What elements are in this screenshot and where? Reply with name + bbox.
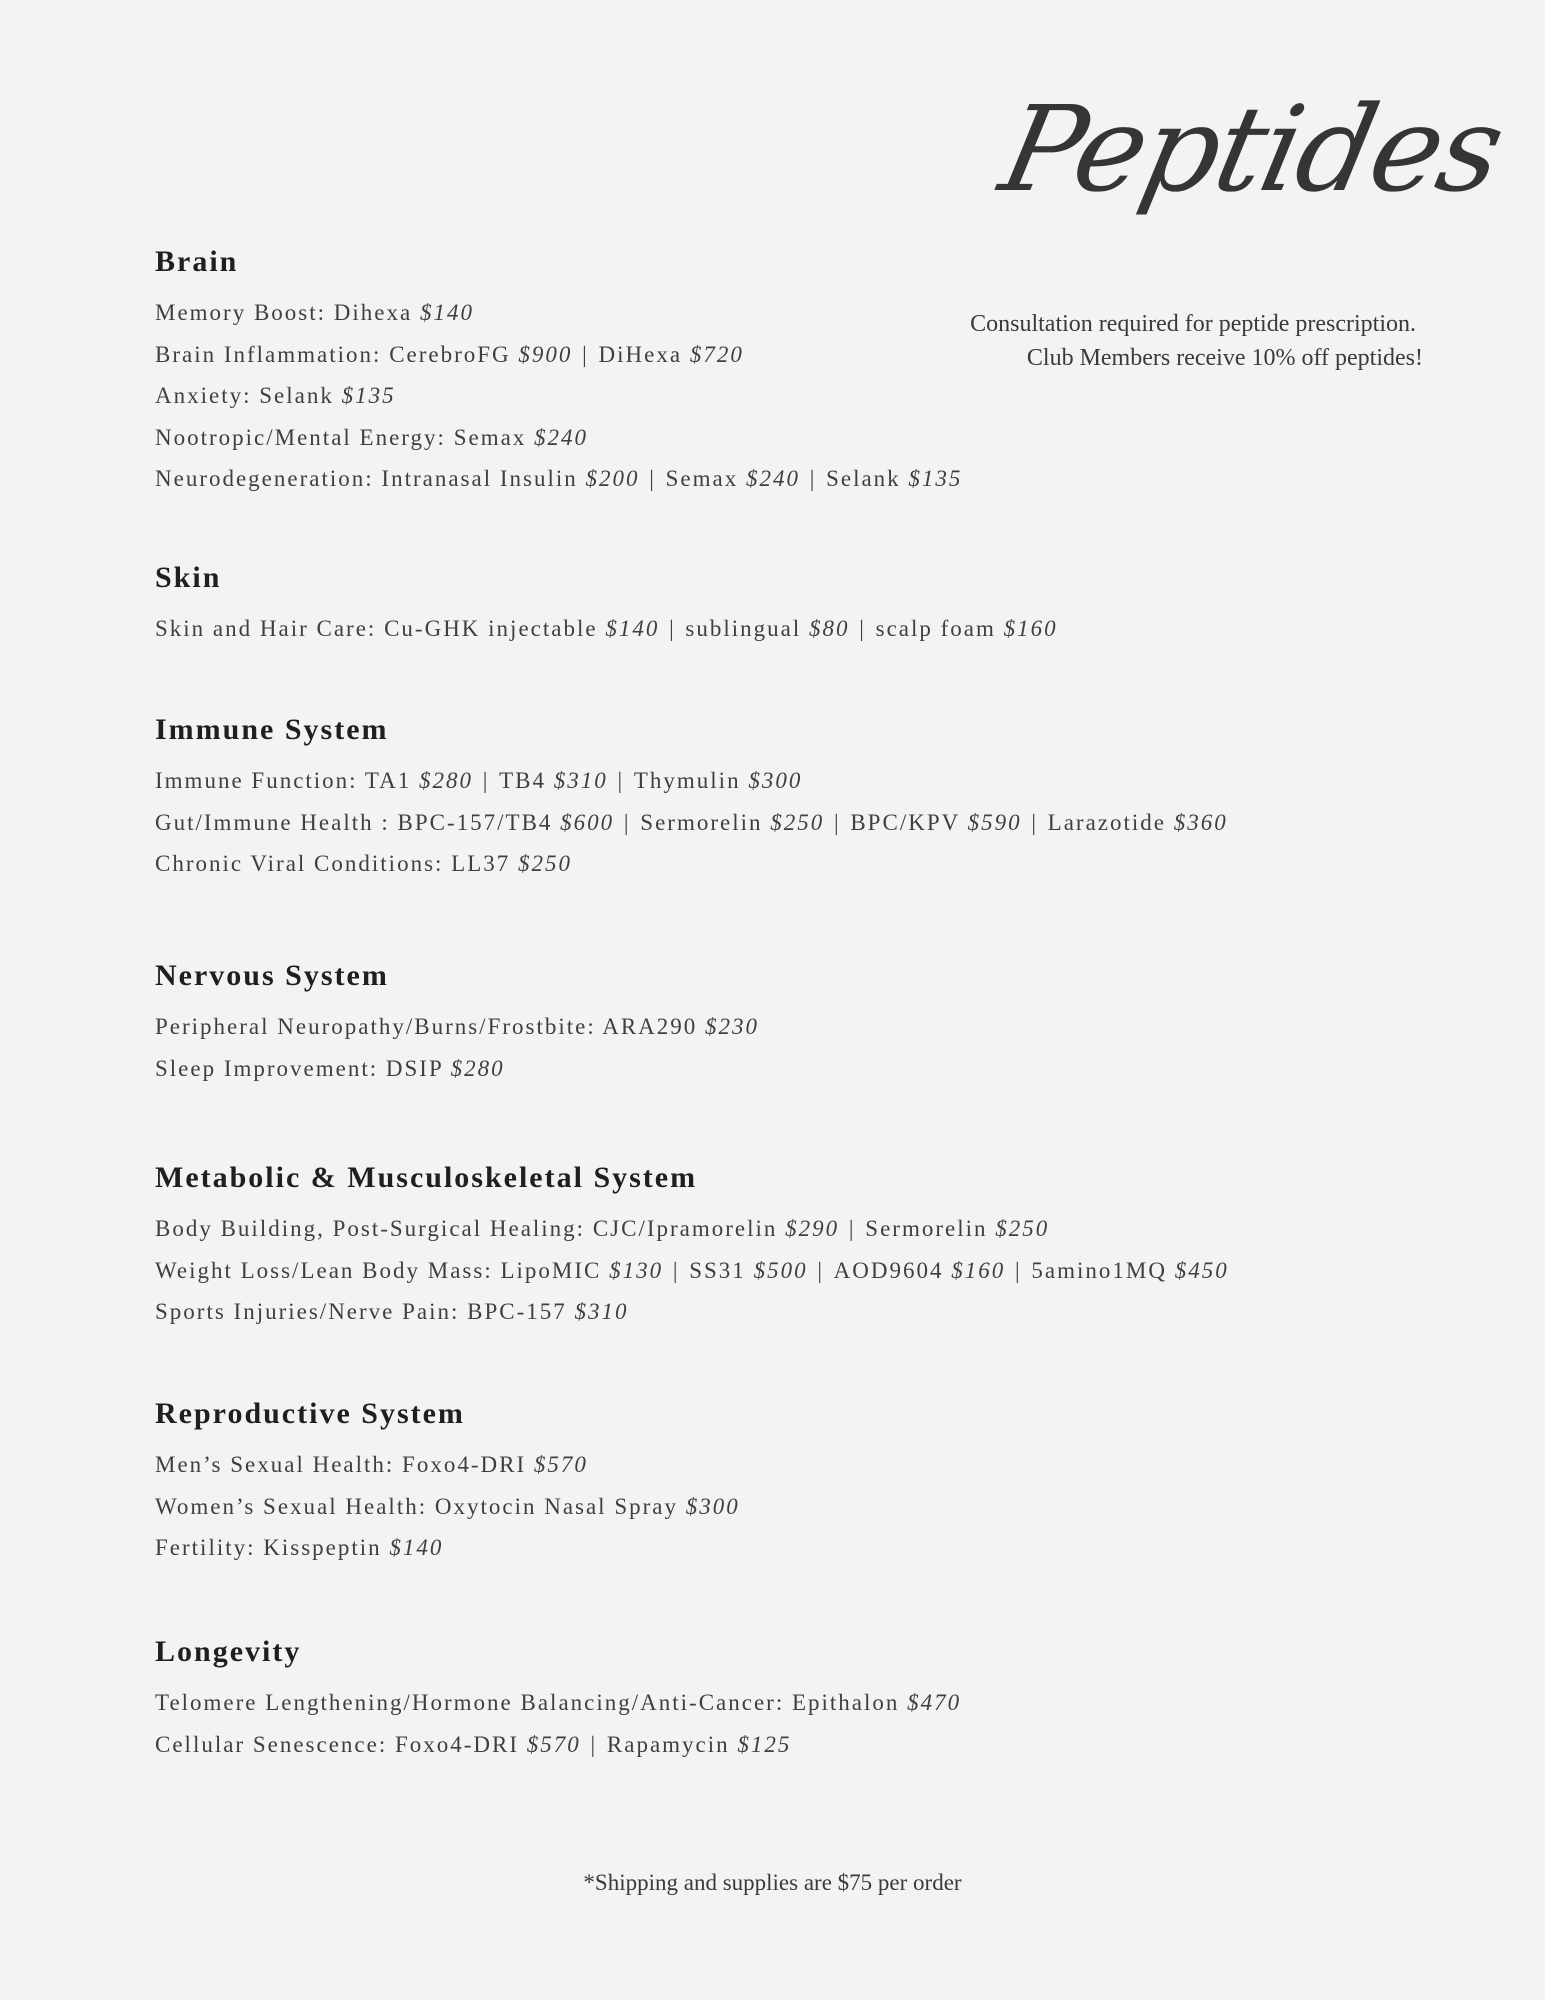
treatment-label: Chronic Viral Conditions:: [155, 851, 452, 876]
treatment-line: [155, 334, 1455, 376]
treatment-label: Immune Function:: [155, 768, 365, 793]
peptide-price: $500: [753, 1257, 808, 1283]
peptide-name: Cu-GHK injectable: [384, 616, 598, 641]
peptide-price: $200: [585, 466, 640, 491]
peptide-name: Semax: [665, 466, 739, 491]
treatment-line: [155, 1724, 1455, 1766]
peptide-name: CJC/Ipramorelin: [592, 1216, 778, 1241]
peptide-name: ARA290: [602, 1014, 698, 1039]
section-heading: Immune System: [155, 713, 389, 746]
peptide-name: BPC/KPV: [850, 809, 960, 835]
treatment-line: [155, 1291, 1455, 1333]
peptide-name: Epithalon: [791, 1690, 900, 1715]
peptide-name: AOD9604: [833, 1257, 944, 1283]
treatment-line: [155, 843, 1455, 885]
peptide-price: $300: [748, 768, 803, 793]
treatment-label: Women’s Sexual Health:: [155, 1493, 435, 1519]
treatment-label: Weight Loss/Lean Body Mass:: [155, 1257, 501, 1283]
peptide-name: Semax: [453, 424, 527, 450]
treatment-line: [155, 802, 1455, 844]
peptide-name: Dihexa: [333, 300, 413, 325]
peptide-price: $140: [419, 300, 474, 325]
peptide-price: $310: [553, 768, 608, 793]
peptide-price: $310: [574, 1299, 629, 1324]
peptide-name: Sermorelin: [865, 1216, 988, 1241]
peptide-price: $135: [908, 466, 963, 491]
section-heading: Skin: [155, 561, 222, 594]
section-longevity: [155, 1634, 1455, 1765]
separator: |: [809, 1257, 832, 1283]
peptide-name: scalp foam: [875, 616, 996, 641]
peptide-name: 5amino1MQ: [1031, 1257, 1167, 1283]
peptide-price: $250: [518, 851, 573, 876]
peptide-price: $160: [1003, 616, 1058, 641]
peptide-name: Larazotide: [1047, 809, 1166, 835]
separator: |: [665, 1257, 688, 1283]
treatment-label: Telomere Lengthening/Hormone Balancing/Anti-Cancer:: [155, 1690, 792, 1715]
section-heading: Nervous System: [155, 959, 389, 992]
separator: |: [574, 341, 597, 367]
treatment-line: [155, 292, 1455, 334]
shipping-note: *Shipping and supplies are $75 per order: [583, 1870, 962, 1895]
section-immune-system: [155, 712, 1455, 885]
page-title: Peptides: [990, 80, 1514, 218]
separator: |: [661, 616, 684, 641]
peptide-name: LL37: [451, 851, 511, 876]
notice-line: Consultation required for peptide prescription.: [970, 311, 1416, 337]
separator: |: [609, 768, 632, 793]
peptide-name: Selank: [826, 466, 901, 491]
peptide-price: $450: [1174, 1257, 1229, 1283]
peptide-price: $280: [418, 768, 473, 793]
peptide-name: TB4: [499, 768, 546, 793]
peptide-name: BPC-157/TB4: [397, 809, 553, 835]
section-lines: [155, 760, 1455, 885]
notice-line: Club Members receive 10% off peptides!: [1026, 345, 1423, 371]
peptide-name: LipoMIC: [500, 1257, 602, 1283]
peptide-name: Oxytocin Nasal Spray: [434, 1493, 678, 1519]
treatment-label: Brain Inflammation:: [155, 341, 390, 367]
treatment-label: Peripheral Neuropathy/Burns/Frostbite:: [155, 1014, 603, 1039]
separator: |: [641, 466, 664, 491]
peptide-price: $240: [534, 424, 589, 450]
treatment-line: [155, 760, 1455, 802]
peptide-name: TA1: [364, 768, 412, 793]
peptide-name: SS31: [689, 1257, 746, 1283]
section-reproductive-system: [155, 1396, 1455, 1569]
section-heading: Metabolic & Musculoskeletal System: [155, 1161, 698, 1194]
separator: |: [474, 768, 498, 793]
peptide-name: Thymulin: [633, 768, 741, 793]
peptide-price: $280: [450, 1055, 505, 1081]
treatment-line: [155, 1006, 1455, 1048]
section-nervous-system: [155, 958, 1455, 1089]
peptide-price: $130: [609, 1257, 664, 1283]
peptide-price: $570: [526, 1731, 581, 1757]
treatment-label: Body Building, Post-Surgical Healing:: [155, 1216, 593, 1241]
treatment-label: Cellular Senescence:: [155, 1731, 395, 1757]
treatment-label: Nootropic/Mental Energy:: [155, 424, 454, 450]
peptide-price: $160: [951, 1257, 1006, 1283]
peptide-name: CerebroFG: [389, 341, 511, 367]
treatment-line: [155, 1486, 1455, 1528]
peptide-price: $720: [689, 341, 744, 367]
treatment-line: [155, 1208, 1455, 1250]
peptide-price: $240: [745, 466, 800, 491]
peptide-name: Intranasal Insulin: [381, 466, 578, 491]
section-heading: Reproductive System: [155, 1397, 465, 1430]
peptide-price: $470: [907, 1690, 962, 1715]
treatment-line: [155, 608, 1455, 650]
peptide-name: Foxo4-DRI: [402, 1452, 527, 1477]
peptide-price: $590: [967, 809, 1022, 835]
peptide-price: $570: [533, 1452, 588, 1477]
peptide-price: $140: [605, 616, 660, 641]
treatment-line: [155, 1048, 1455, 1090]
peptide-name: sublingual: [685, 616, 802, 641]
peptide-price: $360: [1173, 809, 1228, 835]
separator: |: [826, 809, 849, 835]
section-brain: [155, 244, 1455, 500]
treatment-label: Skin and Hair Care:: [155, 616, 385, 641]
peptide-price: $135: [341, 383, 396, 408]
section-heading: Brain: [155, 245, 239, 278]
treatment-line: [155, 1527, 1455, 1569]
separator: |: [616, 809, 639, 835]
treatment-label: Anxiety:: [155, 383, 260, 408]
treatment-label: Men’s Sexual Health:: [155, 1452, 403, 1477]
peptide-price: $80: [809, 616, 850, 641]
peptide-price: $600: [560, 809, 615, 835]
section-lines: [155, 1208, 1455, 1333]
treatment-label: Memory Boost:: [155, 300, 334, 325]
treatment-label: Gut/Immune Health :: [155, 809, 398, 835]
peptide-name: Selank: [259, 383, 334, 408]
peptide-name: Sermorelin: [640, 809, 763, 835]
peptide-price: $900: [518, 341, 573, 367]
treatment-line: [155, 1444, 1455, 1486]
section-metabolic-musculoskeletal-system: [155, 1160, 1455, 1333]
section-lines: [155, 292, 1455, 500]
section-lines: [155, 1006, 1455, 1089]
treatment-line: [155, 375, 1455, 417]
separator: |: [841, 1216, 864, 1241]
treatment-line: [155, 1250, 1455, 1292]
peptide-price: $300: [685, 1493, 740, 1519]
treatment-line: [155, 458, 1455, 500]
peptide-price: $125: [737, 1731, 792, 1757]
peptide-name: Rapamycin: [606, 1731, 730, 1757]
section-lines: [155, 1682, 1455, 1765]
separator: |: [582, 1731, 605, 1757]
treatment-label: Neurodegeneration:: [155, 466, 382, 491]
peptide-name: Kisspeptin: [263, 1535, 382, 1560]
peptide-price: $230: [705, 1014, 760, 1039]
peptide-price: $250: [770, 809, 825, 835]
peptide-name: BPC-157: [467, 1299, 567, 1324]
treatment-label: Sleep Improvement:: [155, 1055, 386, 1081]
peptide-price: $140: [389, 1535, 444, 1560]
separator: |: [851, 616, 874, 641]
treatment-label: Fertility:: [155, 1535, 264, 1560]
peptide-name: Foxo4-DRI: [394, 1731, 520, 1757]
separator: |: [801, 466, 825, 491]
treatment-label: Sports Injuries/Nerve Pain:: [155, 1299, 468, 1324]
treatment-line: [155, 1682, 1455, 1724]
section-lines: [155, 608, 1455, 650]
separator: |: [1007, 1257, 1030, 1283]
peptide-price: $250: [995, 1216, 1050, 1241]
section-lines: [155, 1444, 1455, 1569]
peptide-name: DSIP: [385, 1055, 443, 1081]
peptide-name: DiHexa: [598, 341, 683, 367]
section-skin: [155, 560, 1455, 650]
treatment-line: [155, 417, 1455, 459]
peptide-price: $290: [785, 1216, 840, 1241]
separator: |: [1023, 809, 1046, 835]
section-heading: Longevity: [155, 1635, 302, 1668]
